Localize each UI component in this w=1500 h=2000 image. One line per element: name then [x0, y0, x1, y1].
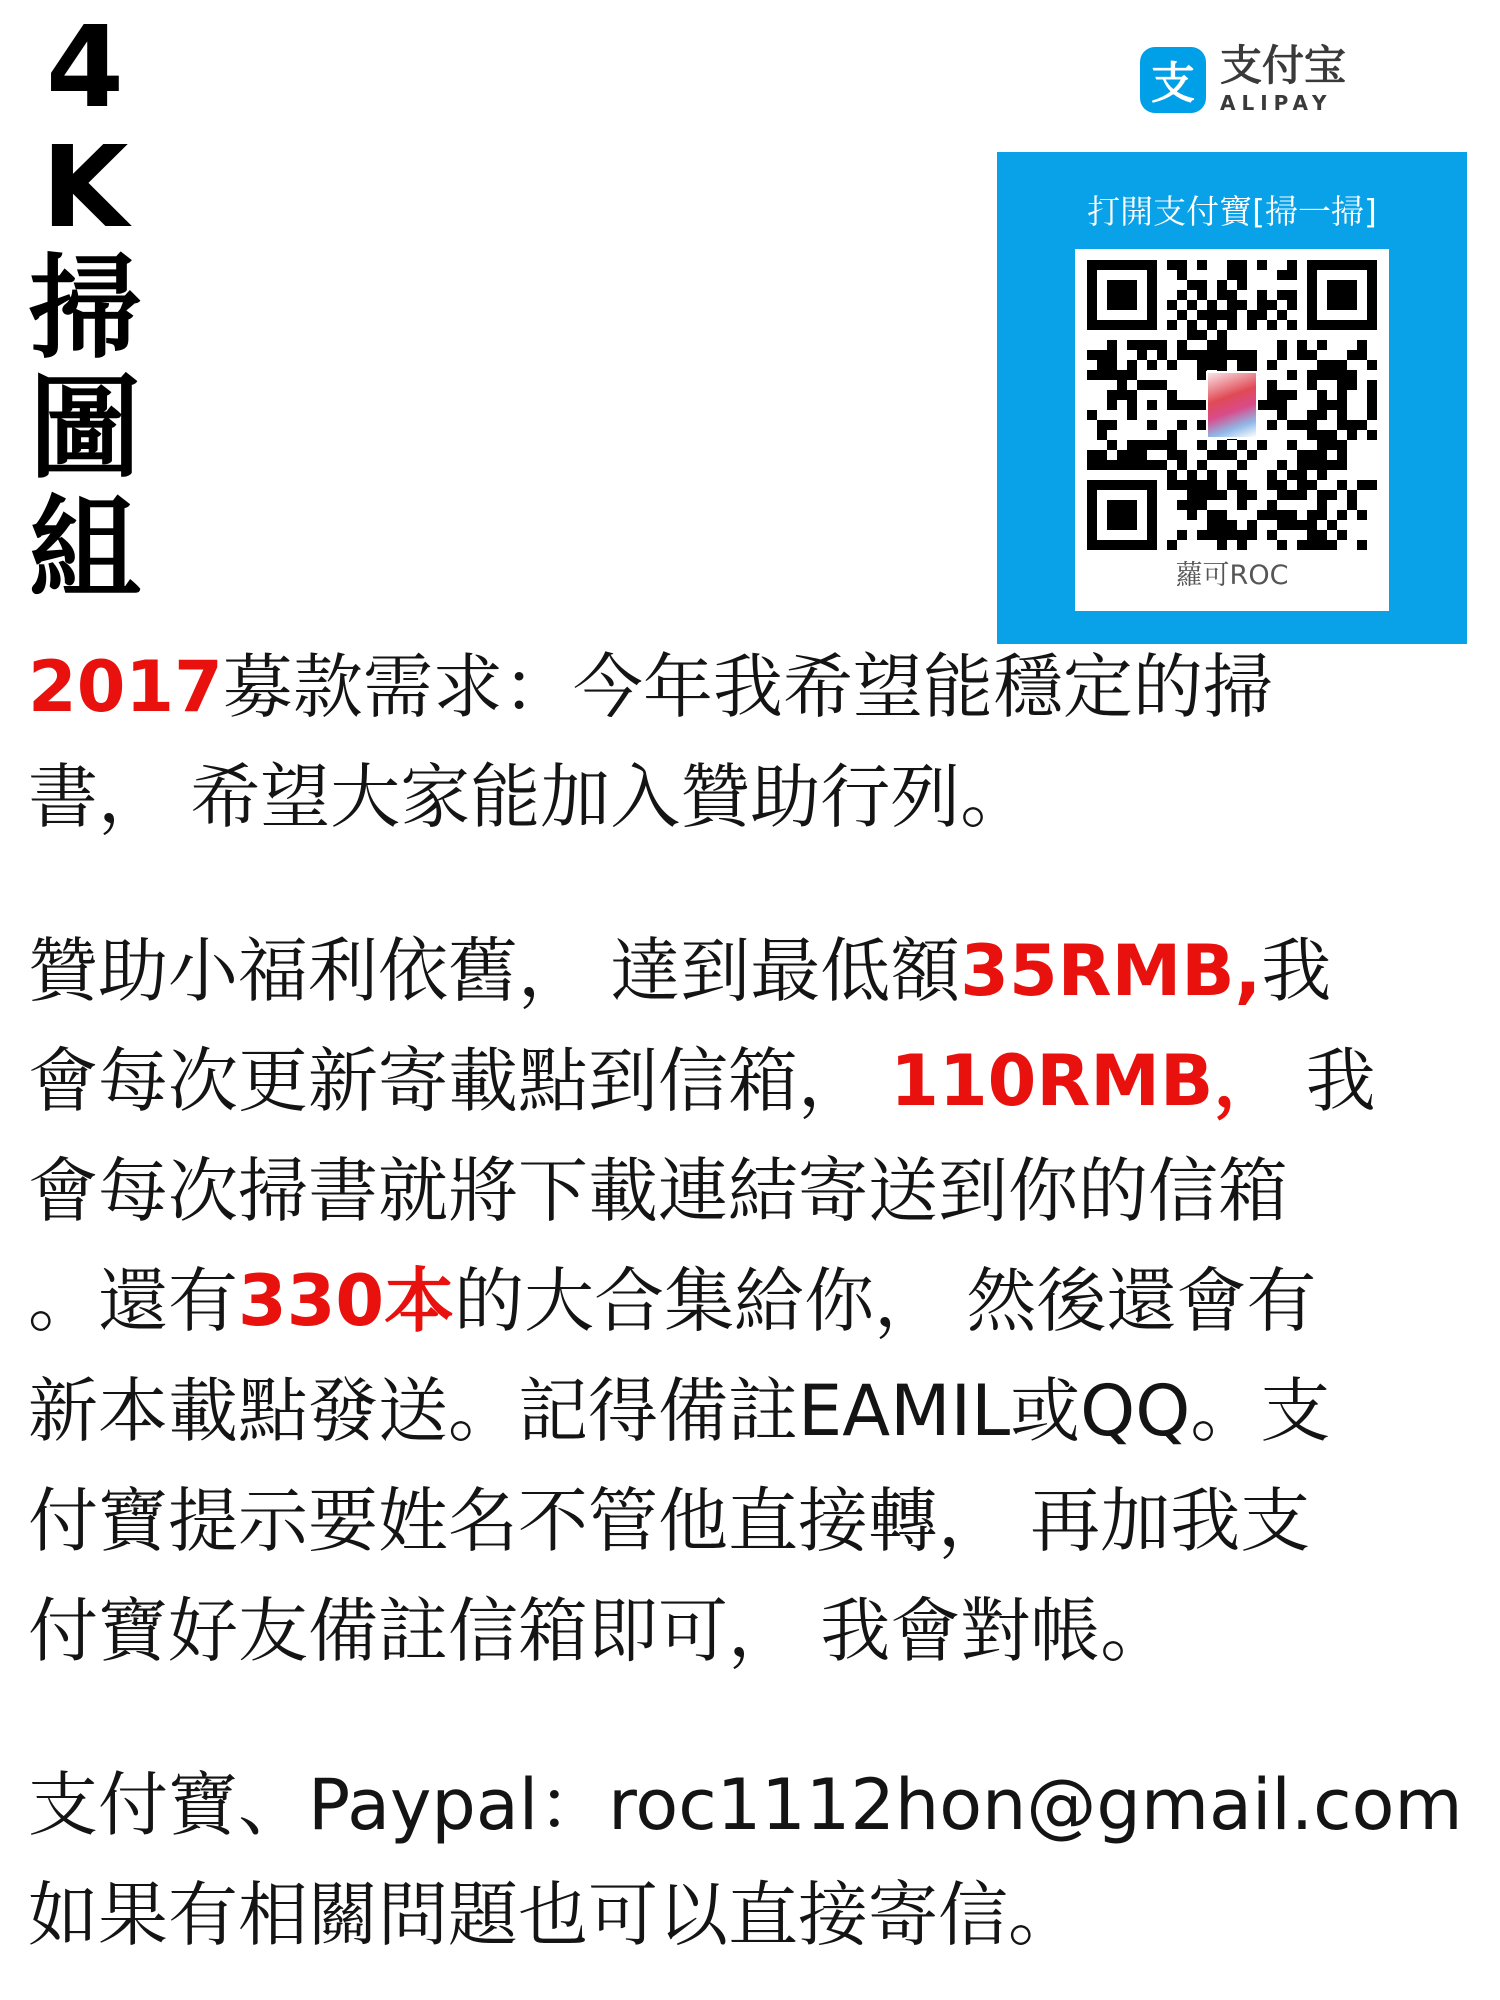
alipay-logo-glyph: 支: [1151, 57, 1195, 109]
text-segment: 贊助小福利依舊， 達到最低額: [28, 930, 961, 1012]
text-line: [28, 1750, 1476, 1860]
text-line: [28, 1860, 1476, 1970]
alipay-brand-name-en: ALIPAY: [1220, 91, 1333, 116]
text-segment: 的大合集給你， 然後還會有: [454, 1260, 1317, 1342]
alipay-brand-names: [1220, 41, 1347, 116]
masthead-char: 掃: [29, 243, 141, 374]
text-segment: 支付寶、Paypal：roc1112hon@gmail.com: [28, 1764, 1463, 1846]
highlight-text: 2017: [28, 646, 223, 728]
masthead-title: [20, 3, 150, 615]
text-segment: 我: [1283, 1040, 1376, 1122]
text-line: [28, 1466, 1476, 1576]
text-line: [28, 1136, 1476, 1246]
highlight-text: 330本: [238, 1260, 455, 1342]
paragraph: [28, 1750, 1476, 1970]
masthead-char: K: [41, 123, 129, 254]
text-line: [28, 916, 1476, 1026]
text-segment: 付寶提示要姓名不管他直接轉， 再加我支: [28, 1480, 1311, 1562]
alipay-scan-panel: [997, 152, 1467, 644]
masthead-char: 組: [29, 484, 141, 615]
qr-center-image: [1206, 371, 1258, 439]
qr-label: 蘿可ROC: [1175, 560, 1289, 591]
text-segment: 募款需求：今年我希望能穩定的掃: [222, 646, 1273, 728]
masthead-char: 圖: [29, 364, 141, 495]
text-segment: 如果有相關問題也可以直接寄信。: [28, 1874, 1078, 1956]
text-segment: 。還有: [28, 1260, 238, 1342]
body-text: [28, 632, 1476, 1970]
text-line: [28, 1026, 1476, 1136]
text-line: [28, 1576, 1476, 1686]
scan-instruction: 打開支付寶[掃一掃]: [1087, 192, 1377, 231]
alipay-logo-icon: [1140, 47, 1206, 113]
text-line: [28, 742, 1476, 852]
alipay-brand-name-cn: 支付宝: [1220, 41, 1347, 90]
text-segment: 書， 希望大家能加入贊助行列。: [28, 756, 1031, 838]
qr-card: [1075, 249, 1389, 611]
masthead-char: 4: [46, 3, 124, 133]
alipay-brand: [1140, 41, 1347, 116]
paragraph: [28, 916, 1476, 1686]
highlight-text: 110RMB，: [890, 1040, 1284, 1122]
text-segment: 會每次更新寄載點到信箱，: [28, 1040, 891, 1122]
text-line: [28, 1246, 1476, 1356]
text-line: [28, 1356, 1476, 1466]
paragraph: [28, 632, 1476, 852]
text-segment: 付寶好友備註信箱即可， 我會對帳。: [28, 1590, 1171, 1672]
text-segment: 會每次掃書就將下載連結寄送到你的信箱: [28, 1150, 1288, 1232]
text-segment: 新本載點發送。記得備註EAMIL或QQ。支: [28, 1370, 1331, 1452]
text-line: [28, 632, 1476, 742]
text-segment: 我: [1261, 930, 1332, 1012]
highlight-text: 35RMB,: [960, 930, 1262, 1012]
